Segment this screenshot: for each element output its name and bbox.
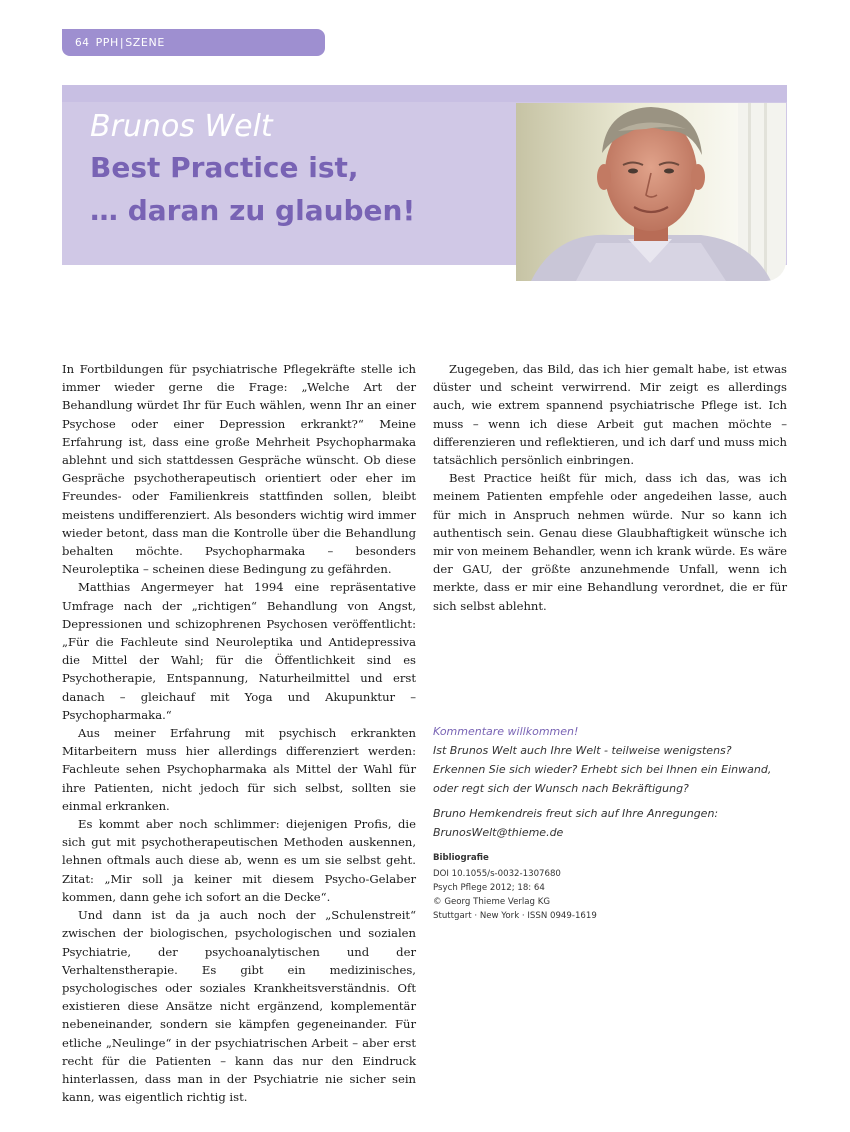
- comments-closing: Bruno Hemkendreis freut sich auf Ihre Anregungen:: [433, 807, 719, 820]
- title-block: [90, 108, 490, 232]
- section-tab: [62, 29, 325, 56]
- body-paragraph-2: Matthias Angermeyer hat 1994 eine repräsentative Umfrage nach der „richtigen“ Behandlung von Angst, Depressionen und schizophrenen Psychosen veröffentlicht: „Für die Fachleute sind Neuroleptika und Antidepressiva die Mittel der Wahl; für die Öffentlichkeit sind es Psychotherapie, Entspannung, Naturheilmittel und erst danach – gleichauf mit Yoga und Akupunktur – Psychopharmaka.“: [62, 580, 416, 722]
- bibliography-address: Stuttgart · New York · ISSN 0949-1619: [433, 911, 597, 921]
- body-paragraph-4: Es kommt aber noch schlimmer: diejenigen Profis, die sich gut mit psychotherapeutischen Methoden auskennen, lehnen oftmals auch diese ab, wenn es um sie selbst geht. Zitat: „Mir soll ja keiner mit diesem Psycho-Gelaber kommen, dann gehe ich sofort an die Decke“.: [62, 817, 416, 904]
- headline-line-1: Best Practice ist,: [90, 151, 359, 184]
- title-banner-stripe: [62, 85, 787, 102]
- bibliography: [433, 851, 787, 923]
- bibliography-title: Bibliografie: [433, 853, 489, 863]
- page-number: 64: [75, 36, 90, 49]
- body-paragraph-6: Zugegeben, das Bild, das ich hier gemalt habe, ist etwas düster und scheint verwirrend. Mir zeigt es allerdings auch, wie extrem spannend psychiatrische Pflege ist. Ich muss – wenn ich diese Arbeit gut machen möchte – differenzieren und reflektieren, und ich darf und muss mich tatsächlich persönlich einbringen.: [433, 362, 787, 468]
- section-name: SZENE: [125, 36, 165, 49]
- comments-question: Ist Brunos Welt auch Ihre Welt - teilweise wenigstens? Erkennen Sie sich wieder? Erhebt sich bei Ihnen ein Einwand, oder regt sich der Wunsch nach Bekräftigung?: [433, 744, 772, 795]
- headline-line-2: … daran zu glauben!: [90, 194, 416, 227]
- comments-email-link[interactable]: BrunosWelt@thieme.de: [433, 826, 564, 839]
- comments-box: [433, 722, 787, 842]
- author-portrait: [516, 103, 786, 281]
- bibliography-doi: DOI 10.1055/s-0032-1307680: [433, 869, 561, 879]
- bibliography-journal: Psych Pflege 2012; 18: 64: [433, 883, 545, 893]
- body-paragraph-3: Aus meiner Erfahrung mit psychisch erkrankten Mitarbeitern muss hier allerdings differenziert werden: Fachleute sehen Psychopharmaka als Mittel der Wahl für ihre Patienten, nicht jedoch für sich selbst, sollten sie einmal erkranken.: [62, 726, 416, 813]
- column-series-title: Brunos Welt: [90, 109, 273, 144]
- article-column-right: [433, 360, 787, 615]
- body-paragraph-7: Best Practice heißt für mich, dass ich das, was ich meinem Patienten empfehle oder angedeihen lasse, auch für mich in Anspruch nehmen würde. Nur so kann ich authentisch sein. Genau diese Glaubhaftigkeit wünsche ich mir von meinem Behandler, wenn ich krank würde. Es wäre der GAU, der größte anzunehmende Unfall, wenn ich merkte, dass er mir eine Behandlung verordnet, die er für sich selbst ablehnt.: [433, 471, 787, 613]
- body-paragraph-1: In Fortbildungen für psychiatrische Pflegekräfte stelle ich immer wieder gerne die Frage: „Welche Art der Behandlung würdet Ihr für Euch wählen, wenn Ihr an einer Psychose oder einer Depression erkrankt?“ Meine Erfahrung ist, dass eine große Mehrheit Psychopharmaka ablehnt und sich stattdessen Gespräche wünscht. Ob diese Gespräche psychotherapeutisch orientiert oder eher im Freundes- oder Familienkreis stattfinden sollen, bleibt meistens undifferenziert. Als besonders wichtig wird immer wieder betont, dass man die Kontrolle über die Behandlung behalten möchte. Psychopharmaka – besonders Neuroleptika – scheinen diese Bedingung zu gefährden.: [62, 362, 416, 577]
- section-separator: |: [119, 36, 125, 49]
- section-journal: PPH: [95, 36, 119, 49]
- comments-title: Kommentare willkommen!: [433, 725, 579, 738]
- body-paragraph-5: Und dann ist da ja auch noch der „Schulenstreit“ zwischen der biologischen, psychologischen und sozialen Psychiatrie, der psychoanalytischen und der Verhaltenstherapie. Es gibt ein medizinisches, psychologisches oder soziales Krankheitsverständnis. Oft existieren diese Ansätze nicht ergänzend, komplementär nebeneinander, sondern sie kämpfen gegeneinander. Für etliche „Neulinge“ in der psychiatrischen Arbeit – aber erst recht für die Patienten – kann das nur den Eindruck hinterlassen, dass man in der Psychiatrie nie sicher sein kann, was eigentlich richtig ist.: [62, 908, 416, 1105]
- bibliography-copyright: © Georg Thieme Verlag KG: [433, 897, 551, 907]
- author-portrait-photo: [516, 103, 786, 281]
- article-column-left: [62, 360, 416, 1106]
